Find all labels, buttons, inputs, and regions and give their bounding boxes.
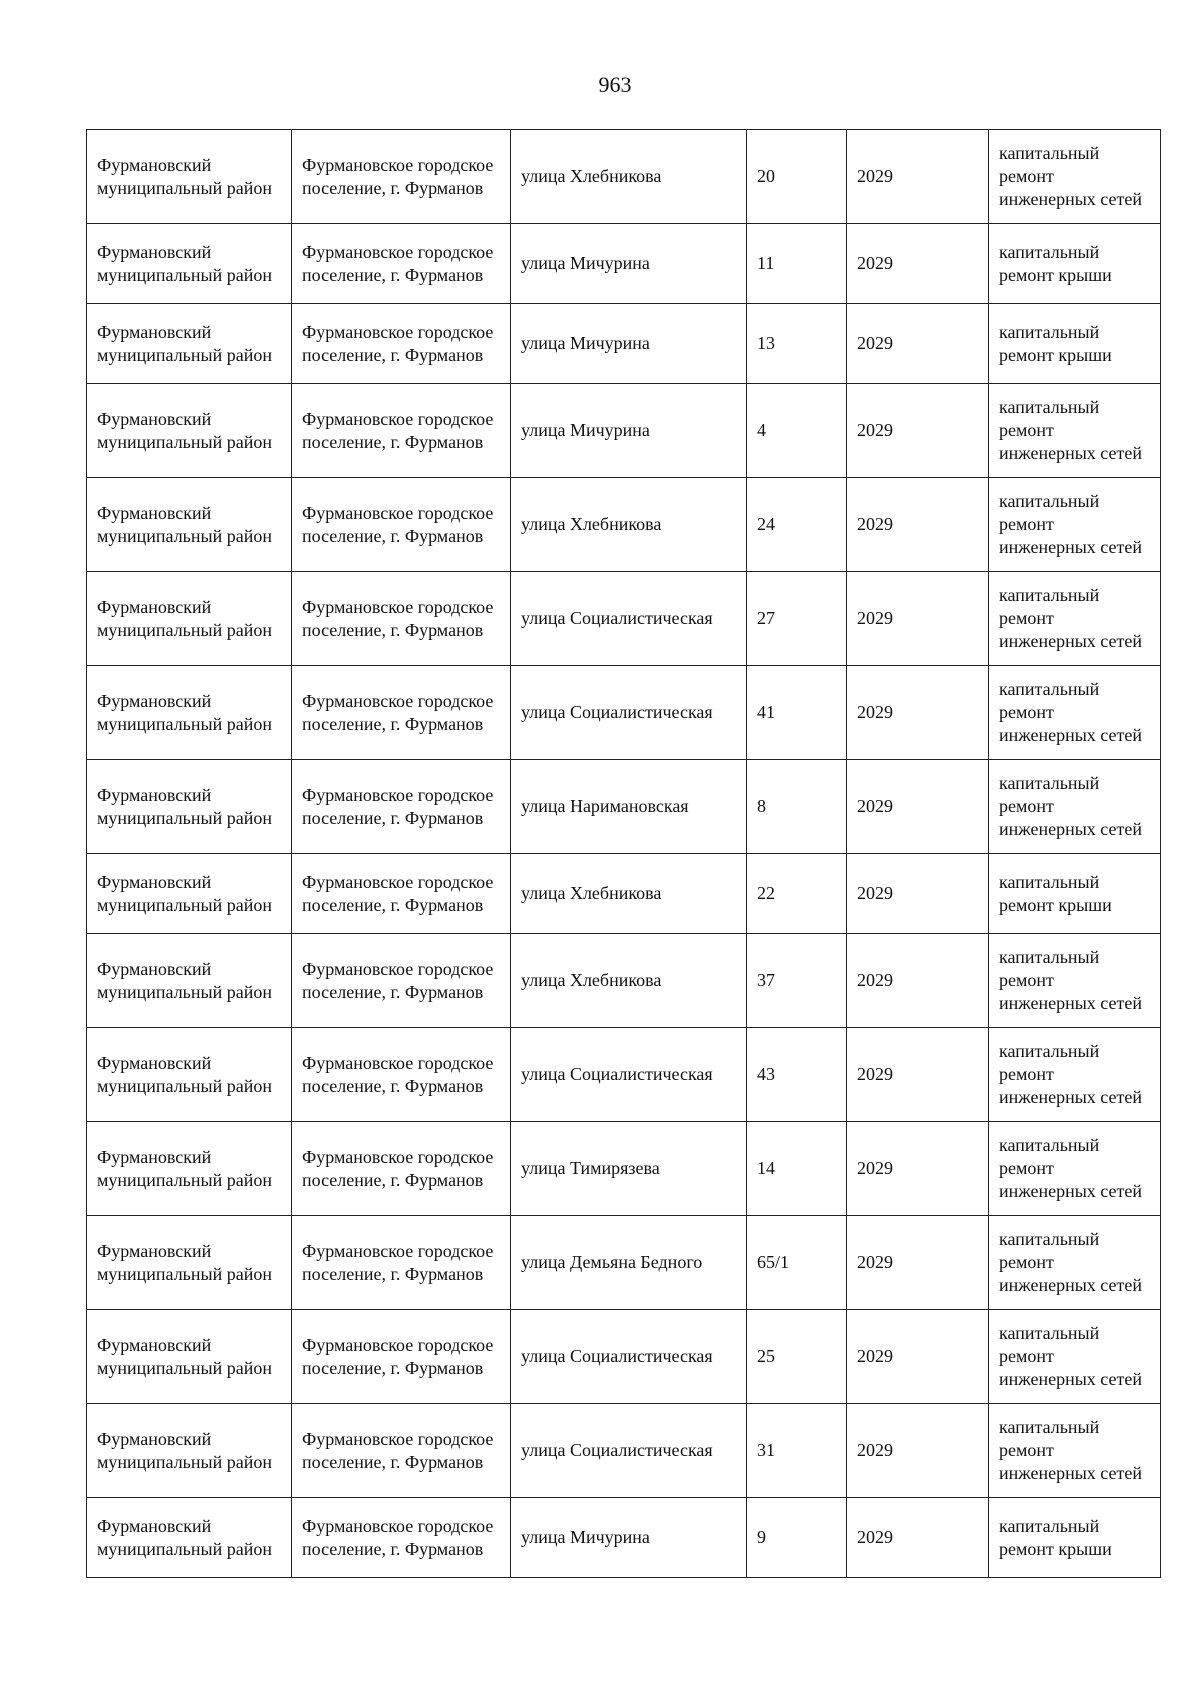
work-type-cell: капитальный ремонт крыши [989,304,1161,384]
district-cell: Фурмановский муниципальный район [87,666,292,760]
house-number-cell: 22 [747,854,847,934]
year-cell: 2029 [847,666,989,760]
page-number: 963 [598,72,632,97]
year-cell: 2029 [847,304,989,384]
year-cell: 2029 [847,1310,989,1404]
settlement-cell: Фурмановское городское поселение, г. Фурманов [292,130,511,224]
year-cell: 2029 [847,384,989,478]
house-number-cell: 27 [747,572,847,666]
year-cell: 2029 [847,572,989,666]
district-cell: Фурмановский муниципальный район [87,934,292,1028]
table-row [87,1404,1161,1498]
district-cell: Фурмановский муниципальный район [87,1498,292,1578]
district-cell: Фурмановский муниципальный район [87,760,292,854]
house-number-cell: 13 [747,304,847,384]
table-row [87,1028,1161,1122]
work-type-cell: капитальный ремонт инженерных сетей [989,478,1161,572]
table-row [87,384,1161,478]
work-type-cell: капитальный ремонт инженерных сетей [989,1404,1161,1498]
house-number-cell: 31 [747,1404,847,1498]
year-cell: 2029 [847,1216,989,1310]
district-cell: Фурмановский муниципальный район [87,1404,292,1498]
street-cell: улица Социалистическая [511,1310,747,1404]
settlement-cell: Фурмановское городское поселение, г. Фурманов [292,1028,511,1122]
year-cell: 2029 [847,1404,989,1498]
year-cell: 2029 [847,1498,989,1578]
work-type-cell: капитальный ремонт крыши [989,224,1161,304]
work-type-cell: капитальный ремонт инженерных сетей [989,666,1161,760]
table-row [87,572,1161,666]
year-cell: 2029 [847,478,989,572]
street-cell: улица Социалистическая [511,1028,747,1122]
settlement-cell: Фурмановское городское поселение, г. Фурманов [292,1216,511,1310]
table-row [87,1122,1161,1216]
house-number-cell: 43 [747,1028,847,1122]
table-row [87,478,1161,572]
work-type-cell: капитальный ремонт инженерных сетей [989,1310,1161,1404]
settlement-cell: Фурмановское городское поселение, г. Фурманов [292,1310,511,1404]
street-cell: улица Мичурина [511,384,747,478]
table-row [87,224,1161,304]
house-number-cell: 20 [747,130,847,224]
work-type-cell: капитальный ремонт инженерных сетей [989,1122,1161,1216]
work-type-cell: капитальный ремонт инженерных сетей [989,572,1161,666]
house-number-cell: 9 [747,1498,847,1578]
settlement-cell: Фурмановское городское поселение, г. Фурманов [292,1122,511,1216]
street-cell: улица Мичурина [511,304,747,384]
district-cell: Фурмановский муниципальный район [87,384,292,478]
table-row [87,130,1161,224]
street-cell: улица Тимирязева [511,1122,747,1216]
street-cell: улица Социалистическая [511,572,747,666]
street-cell: улица Мичурина [511,1498,747,1578]
table-row [87,1216,1161,1310]
house-number-cell: 14 [747,1122,847,1216]
district-cell: Фурмановский муниципальный район [87,478,292,572]
street-cell: улица Наримановская [511,760,747,854]
settlement-cell: Фурмановское городское поселение, г. Фурманов [292,224,511,304]
district-cell: Фурмановский муниципальный район [87,1122,292,1216]
settlement-cell: Фурмановское городское поселение, г. Фурманов [292,1404,511,1498]
settlement-cell: Фурмановское городское поселение, г. Фурманов [292,384,511,478]
house-number-cell: 41 [747,666,847,760]
year-cell: 2029 [847,934,989,1028]
district-cell: Фурмановский муниципальный район [87,572,292,666]
work-type-cell: капитальный ремонт инженерных сетей [989,130,1161,224]
year-cell: 2029 [847,130,989,224]
street-cell: улица Демьяна Бедного [511,1216,747,1310]
house-number-cell: 25 [747,1310,847,1404]
district-cell: Фурмановский муниципальный район [87,304,292,384]
work-type-cell: капитальный ремонт крыши [989,854,1161,934]
table-row [87,854,1161,934]
district-cell: Фурмановский муниципальный район [87,1310,292,1404]
work-type-cell: капитальный ремонт инженерных сетей [989,934,1161,1028]
settlement-cell: Фурмановское городское поселение, г. Фурманов [292,304,511,384]
settlement-cell: Фурмановское городское поселение, г. Фурманов [292,854,511,934]
house-number-cell: 24 [747,478,847,572]
table-row [87,1498,1161,1578]
house-number-cell: 4 [747,384,847,478]
house-number-cell: 11 [747,224,847,304]
work-type-cell: капитальный ремонт инженерных сетей [989,760,1161,854]
street-cell: улица Хлебникова [511,130,747,224]
district-cell: Фурмановский муниципальный район [87,224,292,304]
work-type-cell: капитальный ремонт крыши [989,1498,1161,1578]
district-cell: Фурмановский муниципальный район [87,854,292,934]
year-cell: 2029 [847,1028,989,1122]
table-row [87,1310,1161,1404]
street-cell: улица Социалистическая [511,1404,747,1498]
settlement-cell: Фурмановское городское поселение, г. Фурманов [292,666,511,760]
work-type-cell: капитальный ремонт инженерных сетей [989,384,1161,478]
district-cell: Фурмановский муниципальный район [87,1216,292,1310]
settlement-cell: Фурмановское городское поселение, г. Фурманов [292,1498,511,1578]
work-type-cell: капитальный ремонт инженерных сетей [989,1028,1161,1122]
district-cell: Фурмановский муниципальный район [87,1028,292,1122]
work-type-cell: капитальный ремонт инженерных сетей [989,1216,1161,1310]
table-row [87,934,1161,1028]
settlement-cell: Фурмановское городское поселение, г. Фурманов [292,934,511,1028]
table-row [87,666,1161,760]
street-cell: улица Хлебникова [511,934,747,1028]
house-number-cell: 37 [747,934,847,1028]
street-cell: улица Социалистическая [511,666,747,760]
table-body [87,130,1161,1578]
year-cell: 2029 [847,854,989,934]
year-cell: 2029 [847,224,989,304]
house-number-cell: 65/1 [747,1216,847,1310]
housing-repair-table [86,129,1161,1578]
street-cell: улица Хлебникова [511,478,747,572]
district-cell: Фурмановский муниципальный район [87,130,292,224]
settlement-cell: Фурмановское городское поселение, г. Фурманов [292,572,511,666]
house-number-cell: 8 [747,760,847,854]
settlement-cell: Фурмановское городское поселение, г. Фурманов [292,478,511,572]
year-cell: 2029 [847,1122,989,1216]
street-cell: улица Мичурина [511,224,747,304]
year-cell: 2029 [847,760,989,854]
settlement-cell: Фурмановское городское поселение, г. Фурманов [292,760,511,854]
table-row [87,304,1161,384]
table-row [87,760,1161,854]
street-cell: улица Хлебникова [511,854,747,934]
